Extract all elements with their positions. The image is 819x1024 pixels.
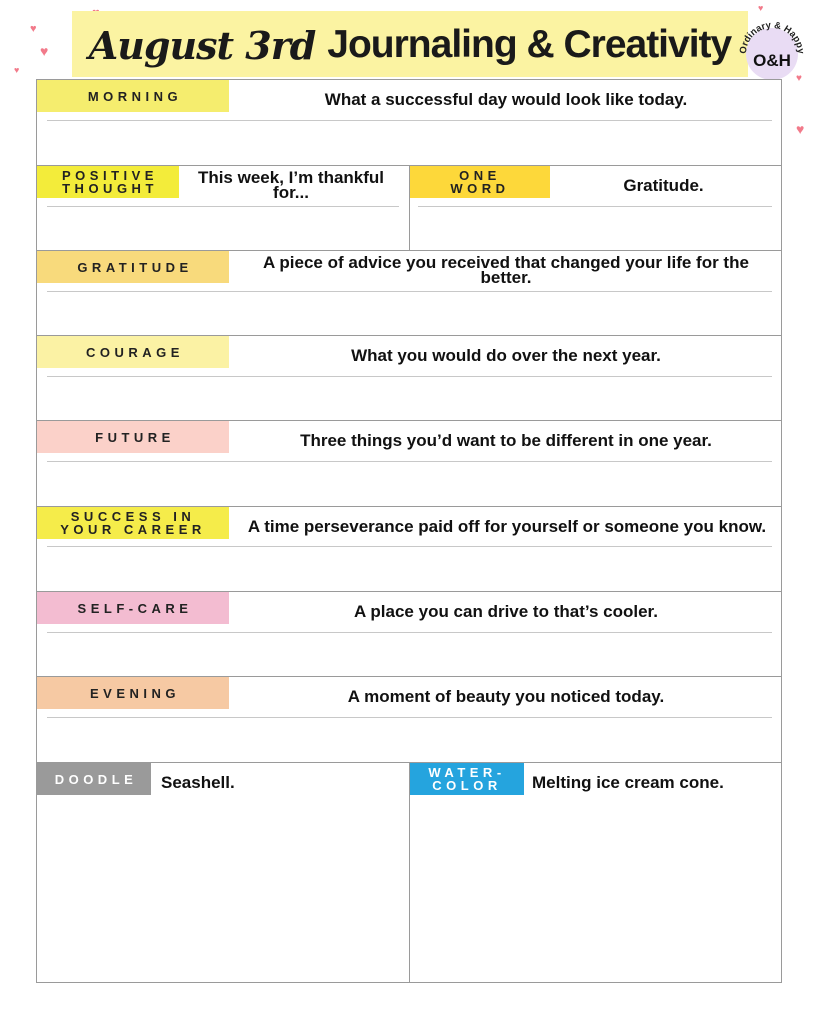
- doodle-tag: DOODLE: [37, 763, 151, 795]
- writing-line: [47, 291, 772, 292]
- doodle-prompt: Seashell.: [161, 772, 235, 792]
- heart-decoration: ♥: [796, 121, 805, 137]
- title-text: Journaling & Creativity: [327, 23, 732, 66]
- success-career-prompt: A time perseverance paid off for yourself or someone you know.: [247, 516, 767, 536]
- watercolor-tag: WATER-COLOR: [410, 763, 524, 795]
- title-date: August 3rd: [88, 22, 316, 68]
- future-prompt: Three things you’d want to be different in one year.: [300, 430, 712, 450]
- positive-thought-tag: POSITIVE THOUGHT: [37, 166, 179, 198]
- gratitude-prompt: A piece of advice you received that changed your life for the better.: [263, 253, 749, 287]
- page-title: [72, 18, 748, 72]
- watercolor-prompt: Melting ice cream cone.: [532, 772, 724, 792]
- heart-decoration: ♥: [758, 3, 764, 13]
- column-divider: [409, 762, 410, 983]
- morning-prompt: What a successful day would look like today.: [324, 89, 688, 109]
- writing-line: [47, 120, 772, 121]
- writing-line: [47, 632, 772, 633]
- one-word-prompt: Gratitude.: [623, 175, 704, 195]
- gratitude-tag: GRATITUDE: [37, 251, 229, 283]
- writing-line: [47, 461, 772, 462]
- heart-decoration: ♥: [796, 73, 802, 84]
- ordinary-happy-logo: [738, 14, 806, 82]
- courage-prompt: What you would do over the next year.: [351, 345, 661, 365]
- self-care-prompt: A place you can drive to that’s cooler.: [354, 601, 658, 621]
- success-career-tag: SUCCESS IN YOUR CAREER: [37, 507, 229, 539]
- writing-line: [47, 717, 772, 718]
- writing-line: [47, 206, 399, 207]
- writing-line: [418, 206, 772, 207]
- heart-decoration: ♥: [40, 43, 49, 59]
- courage-tag: COURAGE: [37, 336, 229, 368]
- writing-line: [47, 546, 772, 547]
- self-care-tag: SELF-CARE: [37, 592, 229, 624]
- writing-line: [47, 376, 772, 377]
- positive-thought-prompt: This week, I’m thankful for...: [197, 168, 385, 202]
- morning-tag: MORNING: [37, 80, 229, 112]
- future-tag: FUTURE: [37, 421, 229, 453]
- heart-decoration: ♥: [14, 65, 20, 75]
- one-word-tag: ONE WORD: [410, 166, 550, 198]
- logo-text: Ordinary & Happy: [738, 19, 806, 55]
- evening-tag: EVENING: [37, 677, 229, 709]
- evening-prompt: A moment of beauty you noticed today.: [347, 686, 665, 706]
- logo-initials: O&H: [753, 51, 791, 70]
- heart-decoration: ♥: [30, 23, 37, 35]
